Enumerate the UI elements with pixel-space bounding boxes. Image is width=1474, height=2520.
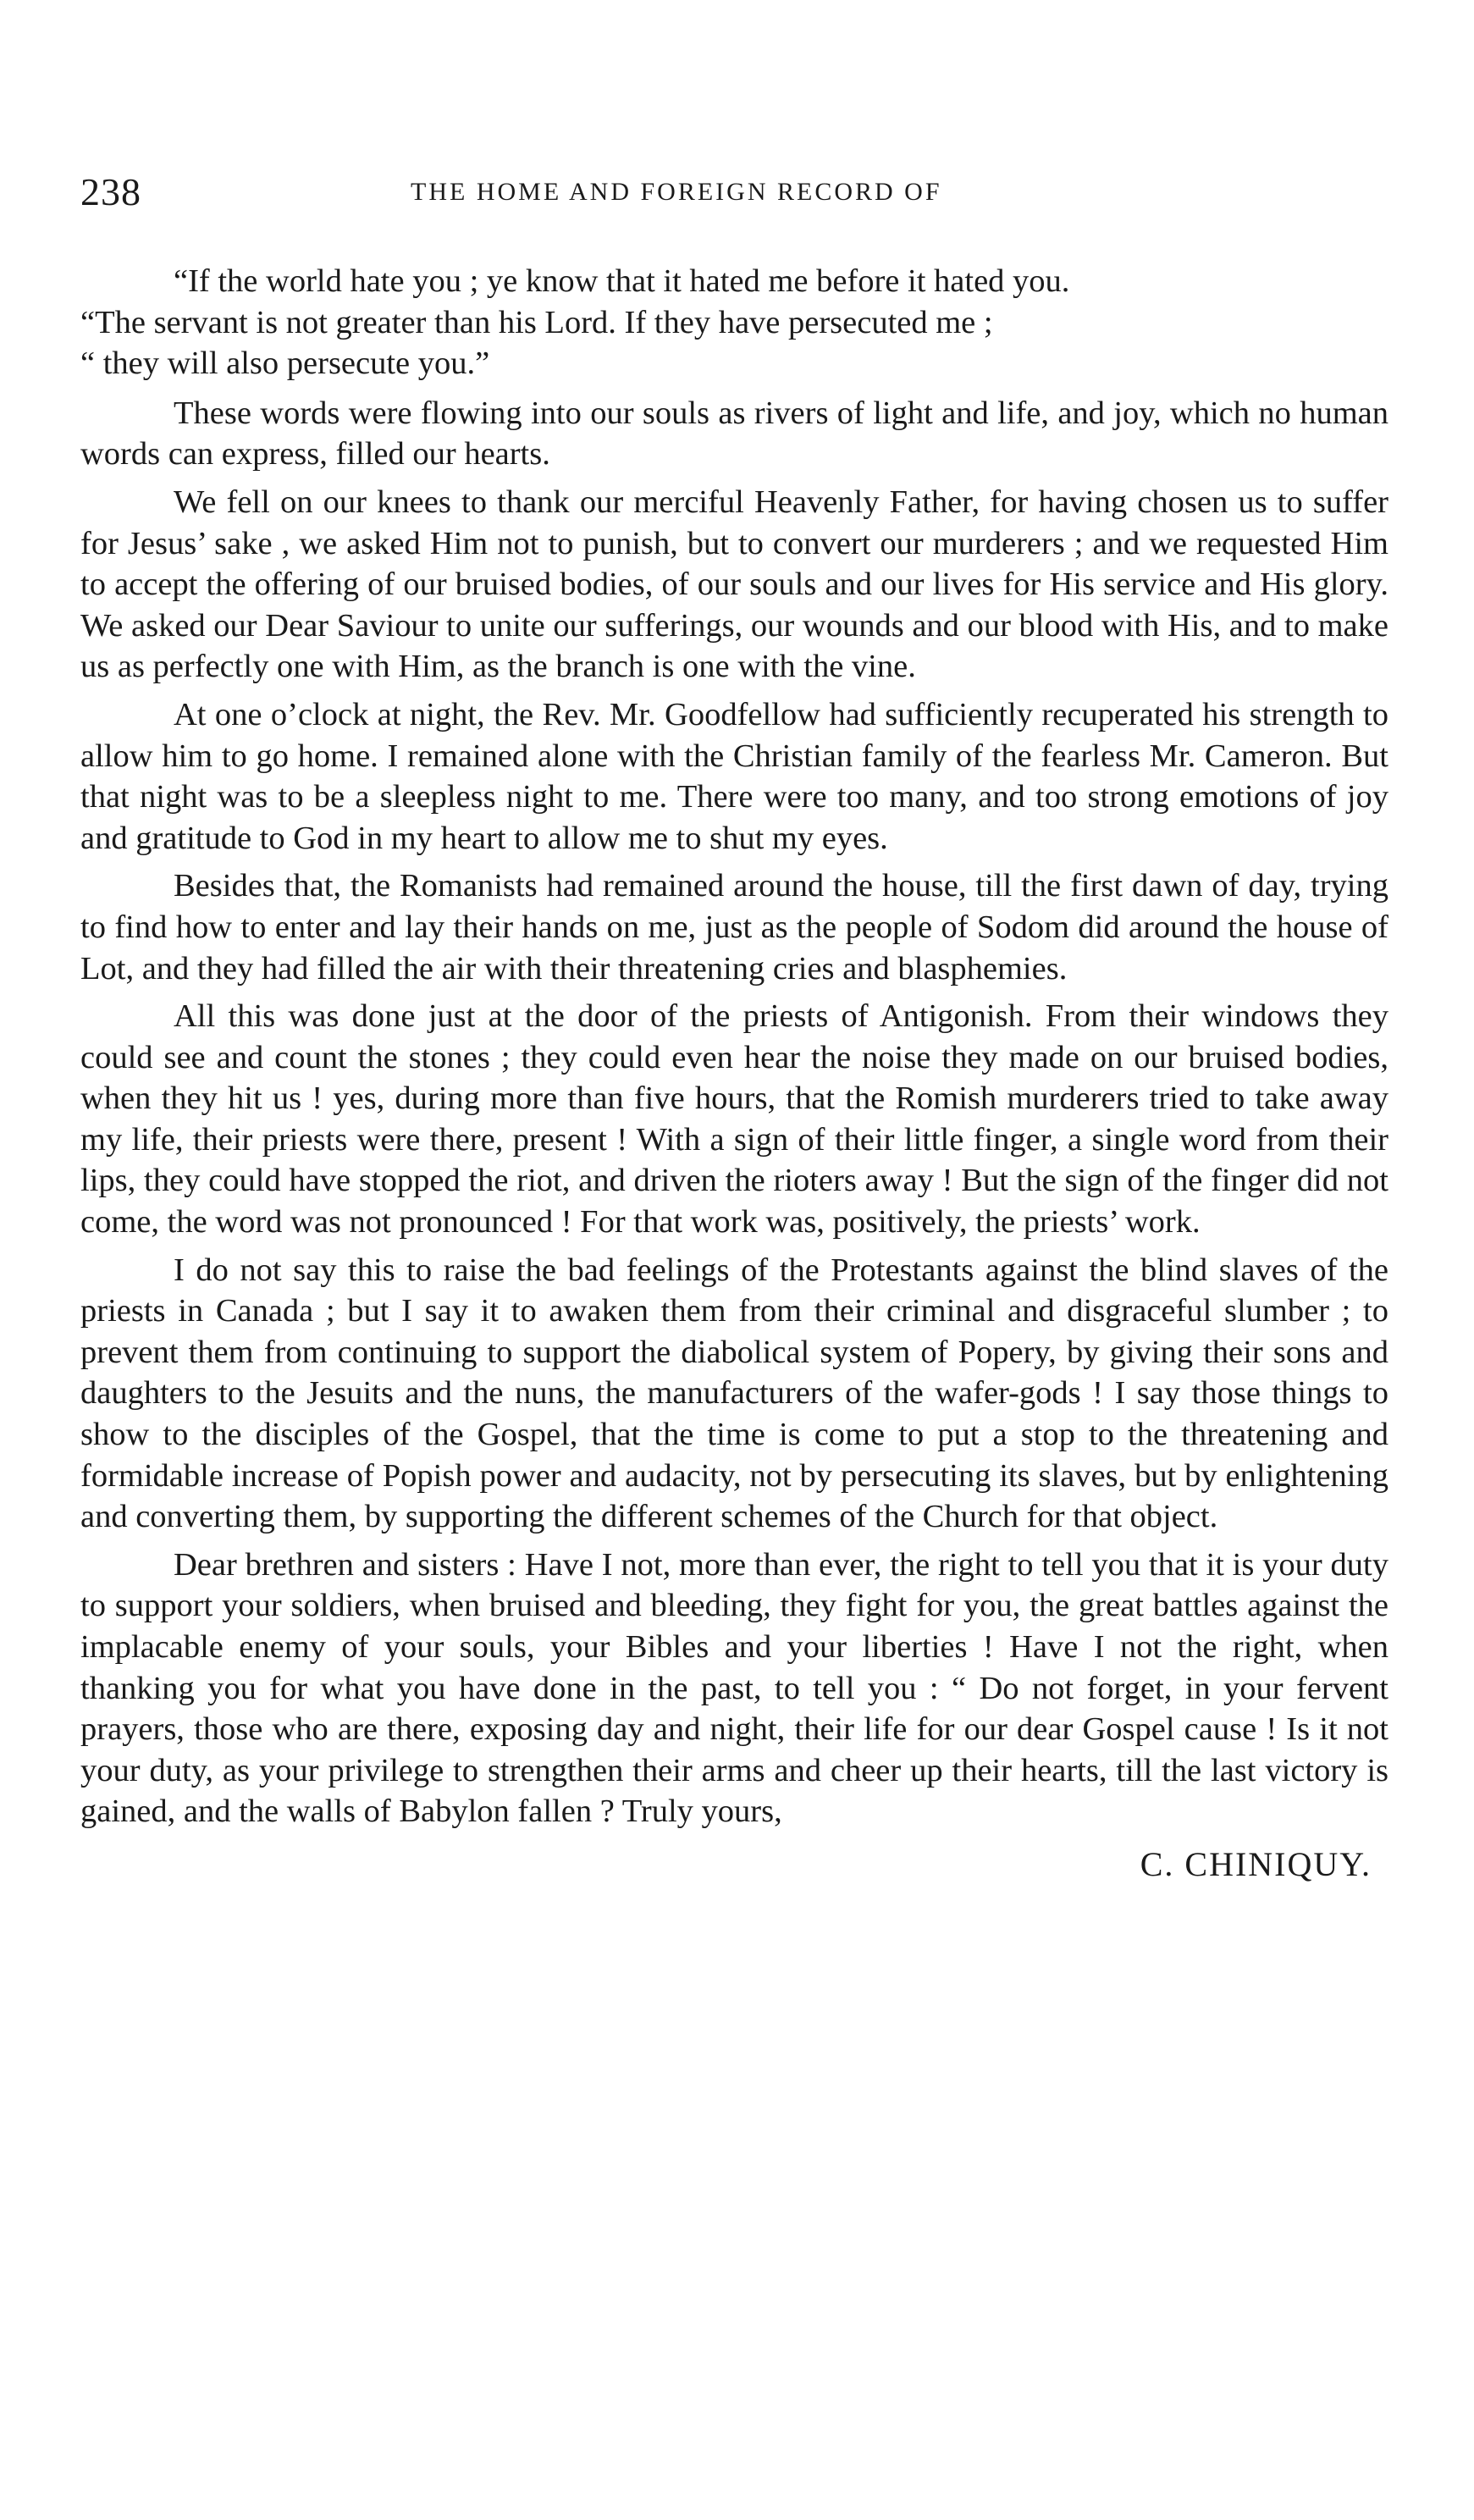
quote-line-2: “The servant is not greater than his Lord. If they have persecuted me ; [80, 304, 993, 340]
paragraph: Besides that, the Romanists had remained around the house, till the first dawn of day, trying to find how to enter and lay their hands on me, just as the people of Sodom did around the house of Lot, and they had filled the air with their threatening cries and blasphemies. [80, 868, 1388, 986]
paragraph: We fell on our knees to thank our merciful Heavenly Father, for having chosen us to suffer for Jesus’ sake , we asked Him not to punish, but to convert our murderers ; and we requested Him to accept the offering of our bruised bodies, of our souls and our lives for His service and His glory. We asked our Dear Saviour to unite our sufferings, our wounds and our blood with His, and to make us as perfectly one with Him, as the branch is one with the vine. [80, 484, 1388, 685]
running-head: THE HOME AND FOREIGN RECORD OF [411, 178, 942, 206]
paragraph: At one o’clock at night, the Rev. Mr. Goodfellow had sufficiently recuperated his strength to allow him to go home. I remained alone with the Christian family of the fearless Mr. Cameron. But that night was to be a sleepless night to me. There were too many, and too strong emotions of joy and gratitude to God in my heart to allow me to shut my eyes. [80, 696, 1388, 856]
quote-line-3: “ they will also persecute you.” [80, 345, 490, 382]
page-header [80, 169, 1388, 220]
paragraph: All this was done just at the door of the priests of Antigonish. From their windows they could see and count the stones ; they could even hear the noise they made on our bruised bodies, when they hit us ! yes, during more than five hours, that the Romish murderers tried to take away my life, their priests were there, present ! With a sign of their little finger, a single word from their lips, they could have stopped the riot, and driven the rioters away ! But the sign of the finger did not come, the word was not pronounced ! For that work was, positively, the priests’ work. [80, 998, 1388, 1241]
paragraph: Dear brethren and sisters : Have I not, more than ever, the right to tell you that it is your duty to support your soldiers, when bruised and bleeding, they fight for you, the great battles against the implacable enemy of your souls, your Bibles and your liberties ! Have I not the right, when thanking you for what you have done in the past, to tell you : “ Do not forget, in your fervent prayers, those who are there, exposing day and night, their life for our dear Gospel cause ! Is it not your duty, as your privilege to strengthen their arms and cheer up their hearts, till the last victory is gained, and the walls of Babylon fallen ? Truly yours, [80, 1546, 1388, 1830]
body-text [80, 261, 1388, 1832]
paragraph: I do not say this to raise the bad feelings of the Protestants against the blind slaves of the priests in Canada ; but I say it to awaken them from their criminal and disgraceful slumber ; to prevent them from continuing to support the diabolical system of Popery, by giving their sons and daughters to the Jesuits and the nuns, the manufacturers of the wafer-gods ! I say those things to show to the disciples of the Gospel, that the time is come to put a stop to the threatening and formidable increase of Popish power and audacity, not by persecuting its slaves, but by enlightening and converting them, by supporting the different schemes of the Church for that object. [80, 1252, 1388, 1535]
page [80, 169, 1388, 1884]
paragraph: These words were flowing into our souls as rivers of light and life, and joy, which no human words can express, filled our hearts. [80, 395, 1388, 472]
quote-line-1: “If the world hate you ; ye know that it hated me before it hated you. [174, 263, 1070, 299]
page-number: 238 [80, 170, 141, 213]
signature: C. CHINIQUY. [1140, 1844, 1372, 1883]
